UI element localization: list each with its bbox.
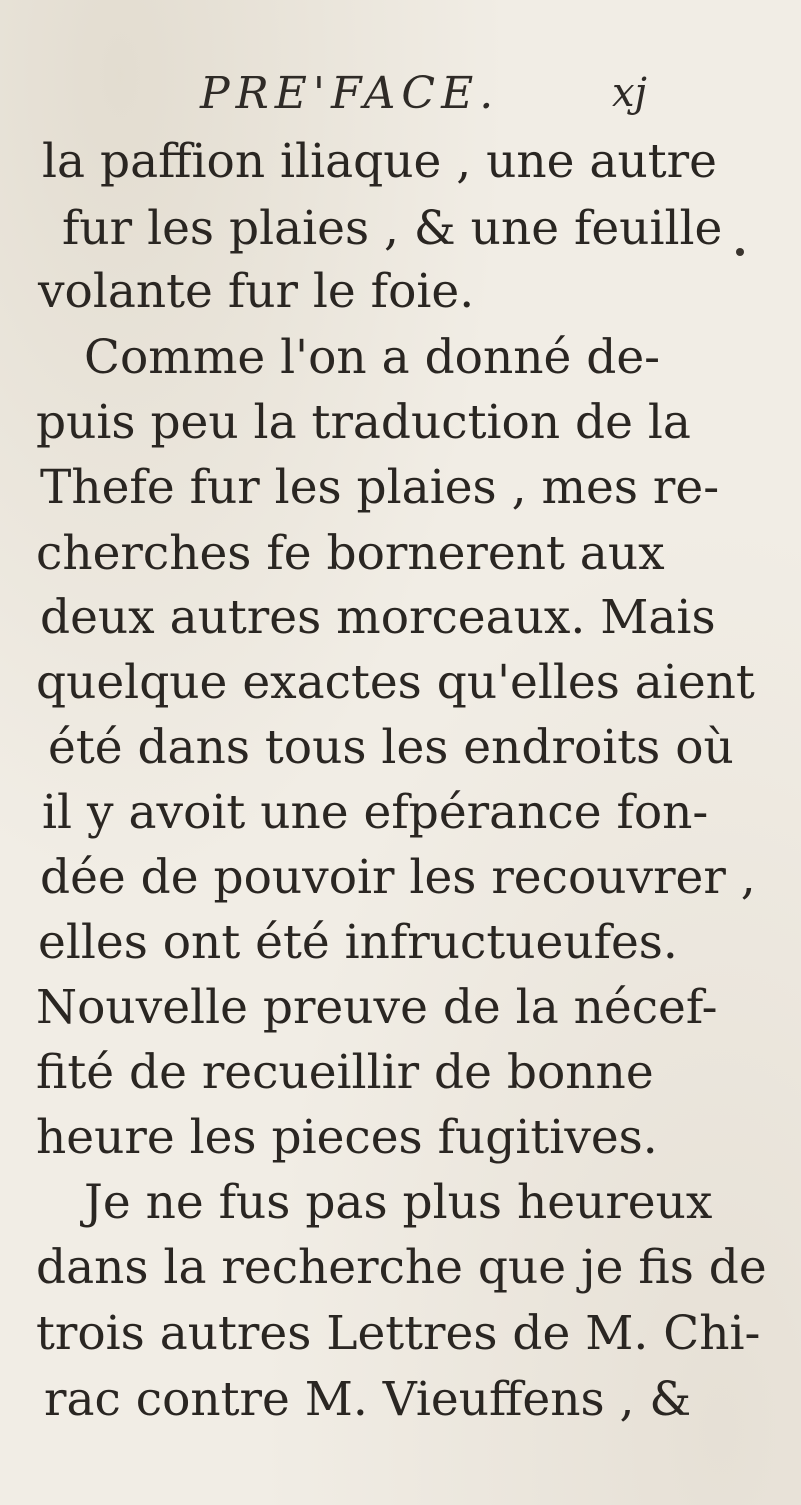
ink-spot <box>736 248 744 256</box>
text-line: Nouvelle preuve de la nécef- <box>36 980 718 1035</box>
text-line: été dans tous les endroits où <box>48 720 734 775</box>
text-line: dée de pouvoir les recouvrer , <box>40 850 756 905</box>
text-line: rac contre M. Vieuffens , & <box>44 1372 692 1427</box>
text-line: heure les pieces fugitives. <box>36 1110 658 1165</box>
text-line: Je ne fus pas plus heureux <box>84 1175 713 1230</box>
text-line: puis peu la traduction de la <box>36 395 691 450</box>
text-line: dans la recherche que je fis de <box>36 1240 767 1295</box>
running-head-title: PRE'FACE. <box>200 68 500 119</box>
text-line: Comme l'on a donné de- <box>84 330 661 385</box>
text-line: il y avoit une efpérance fon- <box>42 785 709 840</box>
text-line: elles ont été infructueufes. <box>38 915 678 970</box>
running-head <box>0 68 801 128</box>
text-line: quelque exactes qu'elles aient <box>36 655 755 710</box>
text-line: trois autres Lettres de M. Chi- <box>36 1306 761 1361</box>
text-line: volante fur le foie. <box>38 264 475 319</box>
text-line: cherches fe bornerent aux <box>36 526 665 581</box>
text-line: la paffion iliaque , une autre <box>42 134 717 189</box>
text-line: deux autres morceaux. Mais <box>40 590 716 645</box>
text-line: fur les plaies , & une feuille <box>62 201 723 256</box>
text-line: fité de recueillir de bonne <box>36 1045 654 1100</box>
text-line: Thefe fur les plaies , mes re- <box>40 460 720 515</box>
page-number: xj <box>612 70 647 116</box>
